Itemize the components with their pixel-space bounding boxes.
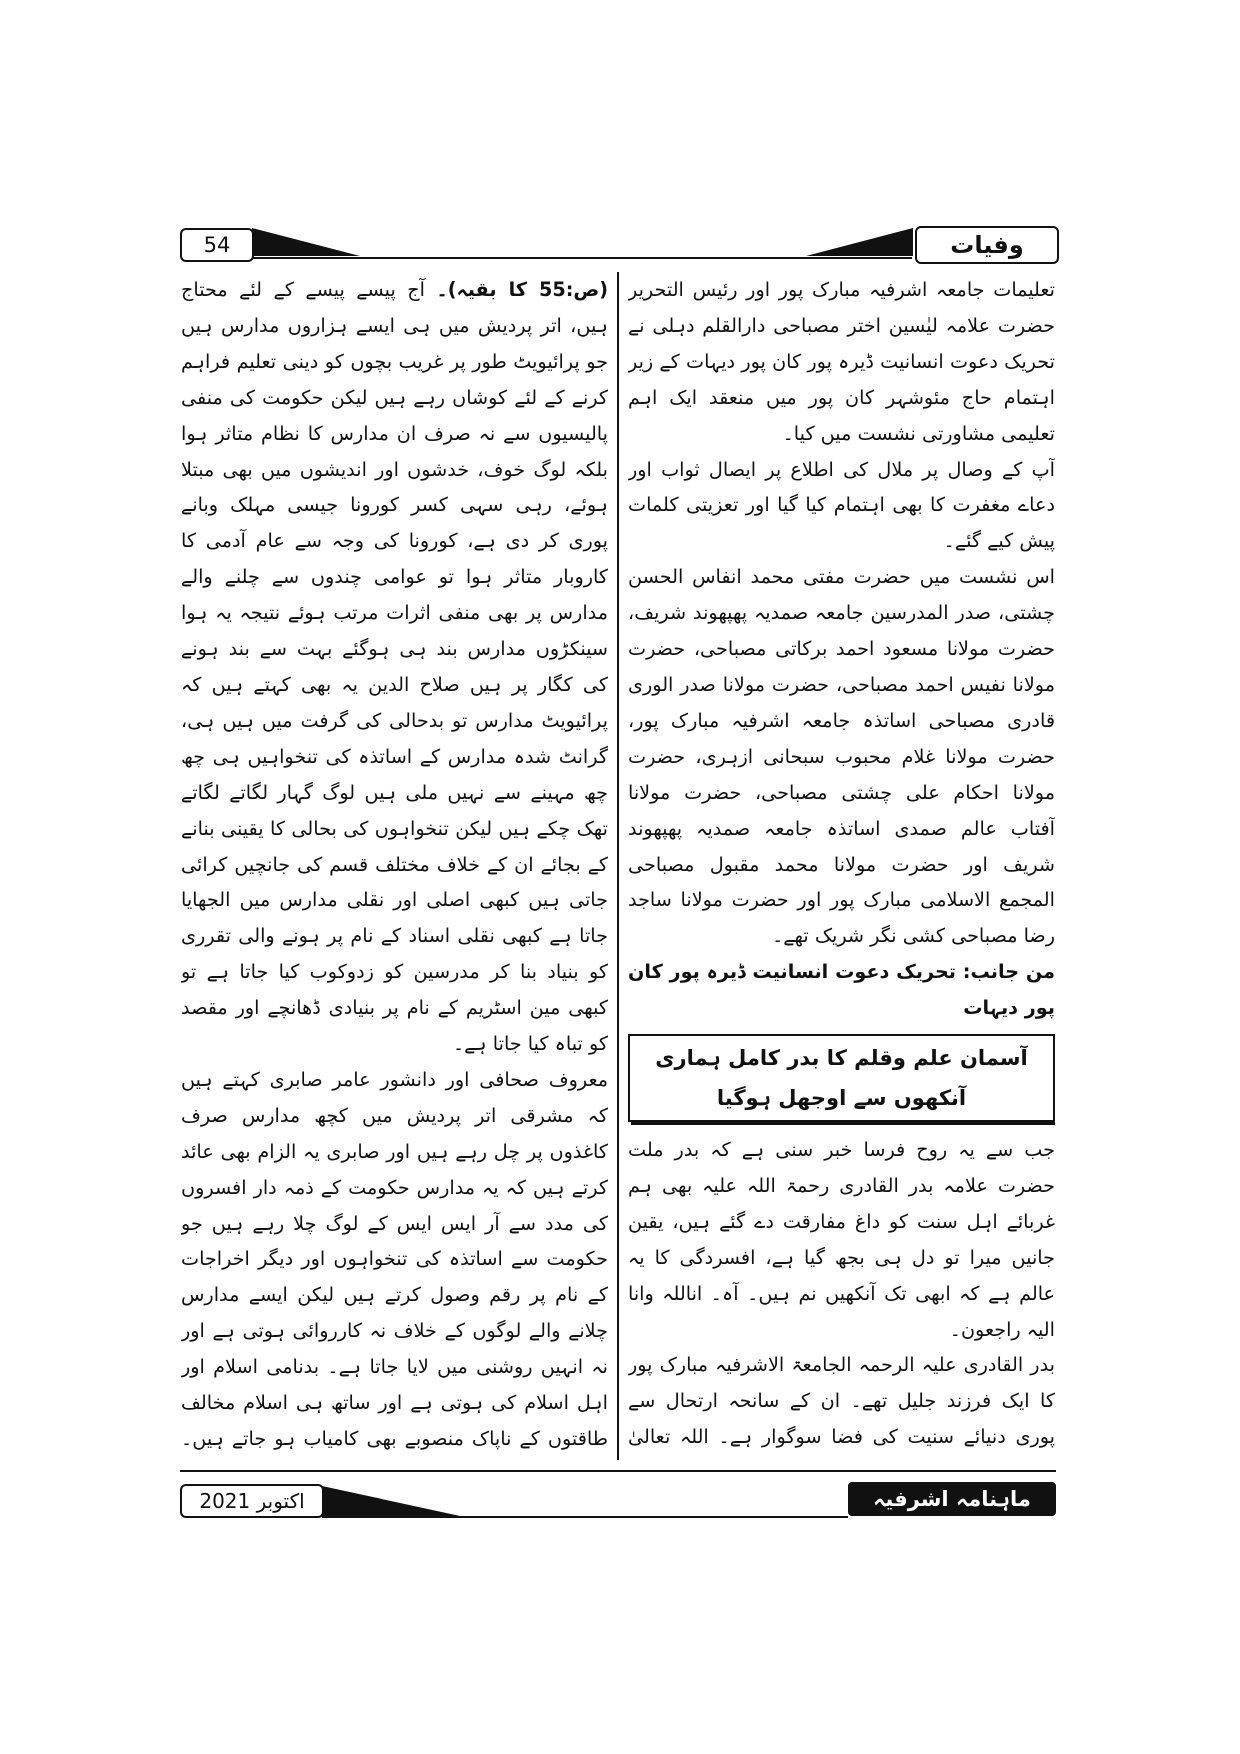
paragraph: اس نشست میں حضرت مفتی محمد انفاس الحسن چشتی، صدر المدرسین جامعہ صمدیہ پھپھوند شریف، حضرت مولانا مسعود احمد برکاتی مصباحی، حضرت مولانا نفیس احمد مصباحی، حضرت مولانا صدر الوری قادری مصباحی اساتذہ جامعہ اشرفیہ مبارک پور، حضرت مولانا غلام محبوب سبحانی ازہری، حضرت مولانا احکام علی چشتی مصباحی، حضرت مولانا آفتاب عالم صمدی اساتذہ جامعہ صمدیہ پھپھوند شریف اور حضرت مولانا محمد مقبول مصباحی المجمع الاسلامی مبارک پور اور حضرت مولانا ساجد رضا مصباحی کشی نگر شریک تھے۔: [628, 565, 1055, 948]
paragraph: آپ کے وصال پر ملال کی اطلاع پر ایصال ثواب اور دعاے مغفرت کا بھی اہتمام کیا گیا اور تعزیتی کلمات پیش کیے گئے۔: [628, 457, 1055, 553]
right-column: [628, 272, 1055, 1460]
paragraph: تعلیمات جامعہ اشرفیہ مبارک پور اور رئیس التحریر حضرت علامہ لیٰسین اختر مصباحی دارالقلم دہلی نے تحریک دعوت انسانیت ڈیرہ پور کان پور دیہات کے زیر اہتمام حاج مئوشہر کان پور میں منعقد ایک اہم تعلیمی مشاورتی نشست میں کیا۔: [628, 278, 1055, 445]
paragraph: جب سے یہ روح فرسا خبر سنی ہے کہ بدر ملت حضرت علامہ بدر القادری رحمۃ اللہ علیہ بھی ہم غربائے اہل سنت کو داغ مفارقت دے گئے ہیں، یقین جانیں میرا تو دل ہی بجھ گیا ہے، افسردگی کا یہ عالم ہے کہ ابھی تک آنکھیں نم ہیں۔ آہ۔ اناللہ وانا الیہ راجعون۔: [628, 1138, 1055, 1341]
paragraph: [181, 272, 608, 1062]
footer-arrow: [322, 1484, 462, 1518]
paragraph: بدر القادری علیہ الرحمہ الجامعۃ الاشرفیہ مبارک پور کا ایک فرزند جلیل تھے۔ ان کے سانحہ ارتحال سے پوری دنیائے سنیت کی فضا سوگوار ہے۔ اللہ تعالیٰ: [628, 1353, 1055, 1449]
section-title: وفیات: [915, 226, 1059, 264]
issue-date: اکتوبر 2021: [180, 1484, 324, 1518]
attribution: من جانب: تحریک دعوت انسانیت ڈیرہ پور کان پور دیہات: [628, 960, 1055, 1020]
left-column: [181, 272, 608, 1460]
paragraph-text: آج پیسے پیسے کے لئے محتاج ہیں، اتر پردیش میں ہی ایسے ہزاروں مدارس ہیں جو پرائیویٹ طور پر غریب بچوں کو دینی تعلیم فراہم کرنے کے لئے کوشاں رہے ہیں لیکن حکومت کی منفی پالیسیوں سے نہ صرف ان مدارس کا نظام متاثر ہوا بلکہ لوگ خوف، خدشوں اور اندیشوں میں بھی مبتلا ہوئے، رہی سہی کسر کورونا جیسی مہلک وبانے پوری کر دی ہے، کورونا کی وجہ سے عام آدمی کا کاروبار متاثر ہوا تو عوامی چندوں سے چلنے والے مدارس پر بھی منفی اثرات مرتب ہوئے نتیجہ یہ ہوا سینکڑوں مدارس بند ہی ہوگئے بہت سے بند ہونے کی کگار پر ہیں صلاح الدین یہ بھی کہتے ہیں کہ پرائیویٹ مدارس تو بدحالی کی گرفت میں ہیں ہی، گرانٹ شدہ مدارس کے اساتذہ کی تنخواہیں ہی چھ چھ مہینے سے نہیں ملی ہیں لوگ گہار لگاتے لگاتے تھک چکے ہیں لیکن تنخواہوں کی بحالی کا یقینی بنانے کے بجائے ان کے خلاف مختلف قسم کی جانچیں کرائی جاتی ہیں کبھی اصلی اور نقلی مدارس میں الجھایا جاتا ہے کبھی نقلی اسناد کے نام پر ہونے والی تقرری کو بنیاد بنا کر مدرسین کو زدوکوب کیا جاتا ہے تو کبھی مین اسٹریم کے نام پر بنیادی ڈھانچے اور مقصد کو تباہ کیا جاتا ہے۔: [181, 278, 608, 1056]
magazine-name: ماہنامہ اشرفیہ: [848, 1482, 1056, 1516]
paragraph: معروف صحافی اور دانشور عامر صابری کہتے ہیں کہ مشرقی اتر پردیش میں کچھ مدارس صرف کاغذوں پر چل رہے ہیں اور صابری یہ الزام بھی عائد کرتے ہیں کہ یہ مدارس حکومت کے ذمہ دار افسروں کی مدد سے آر ایس ایس کے لوگ چلا رہے ہیں جو حکومت سے اساتذہ کی تنخواہوں اور دیگر اخراجات کے نام پر رقم وصول کرتے ہیں لیکن ایسے مدارس چلانے والے لوگوں کے خلاف نہ کارروائی ہوتی ہے اور نہ انہیں روشنی میں لایا جاتا ہے۔ بدنامی اسلام اور اہل اسلام کی ہوتی ہے اور ساتھ ہی اسلام مخالف طاقتوں کے ناپاک منصوبے بھی کامیاب ہو جاتے ہیں۔: [181, 1067, 608, 1450]
header-arrow-left: [252, 226, 362, 258]
boxed-heading: آسمان علم وقلم کا بدر کامل ہماری آنکھوں سے اوجھل ہوگیا: [628, 1034, 1055, 1122]
page-number: 54: [180, 228, 254, 262]
header-arrow-right: [806, 226, 914, 258]
footer-rule-bottom: [322, 1516, 848, 1518]
column-divider: [617, 272, 619, 1460]
footer-rule-top: [180, 1470, 1056, 1472]
continuation-label: (ص:55 کا بقیہ)۔: [436, 278, 608, 301]
